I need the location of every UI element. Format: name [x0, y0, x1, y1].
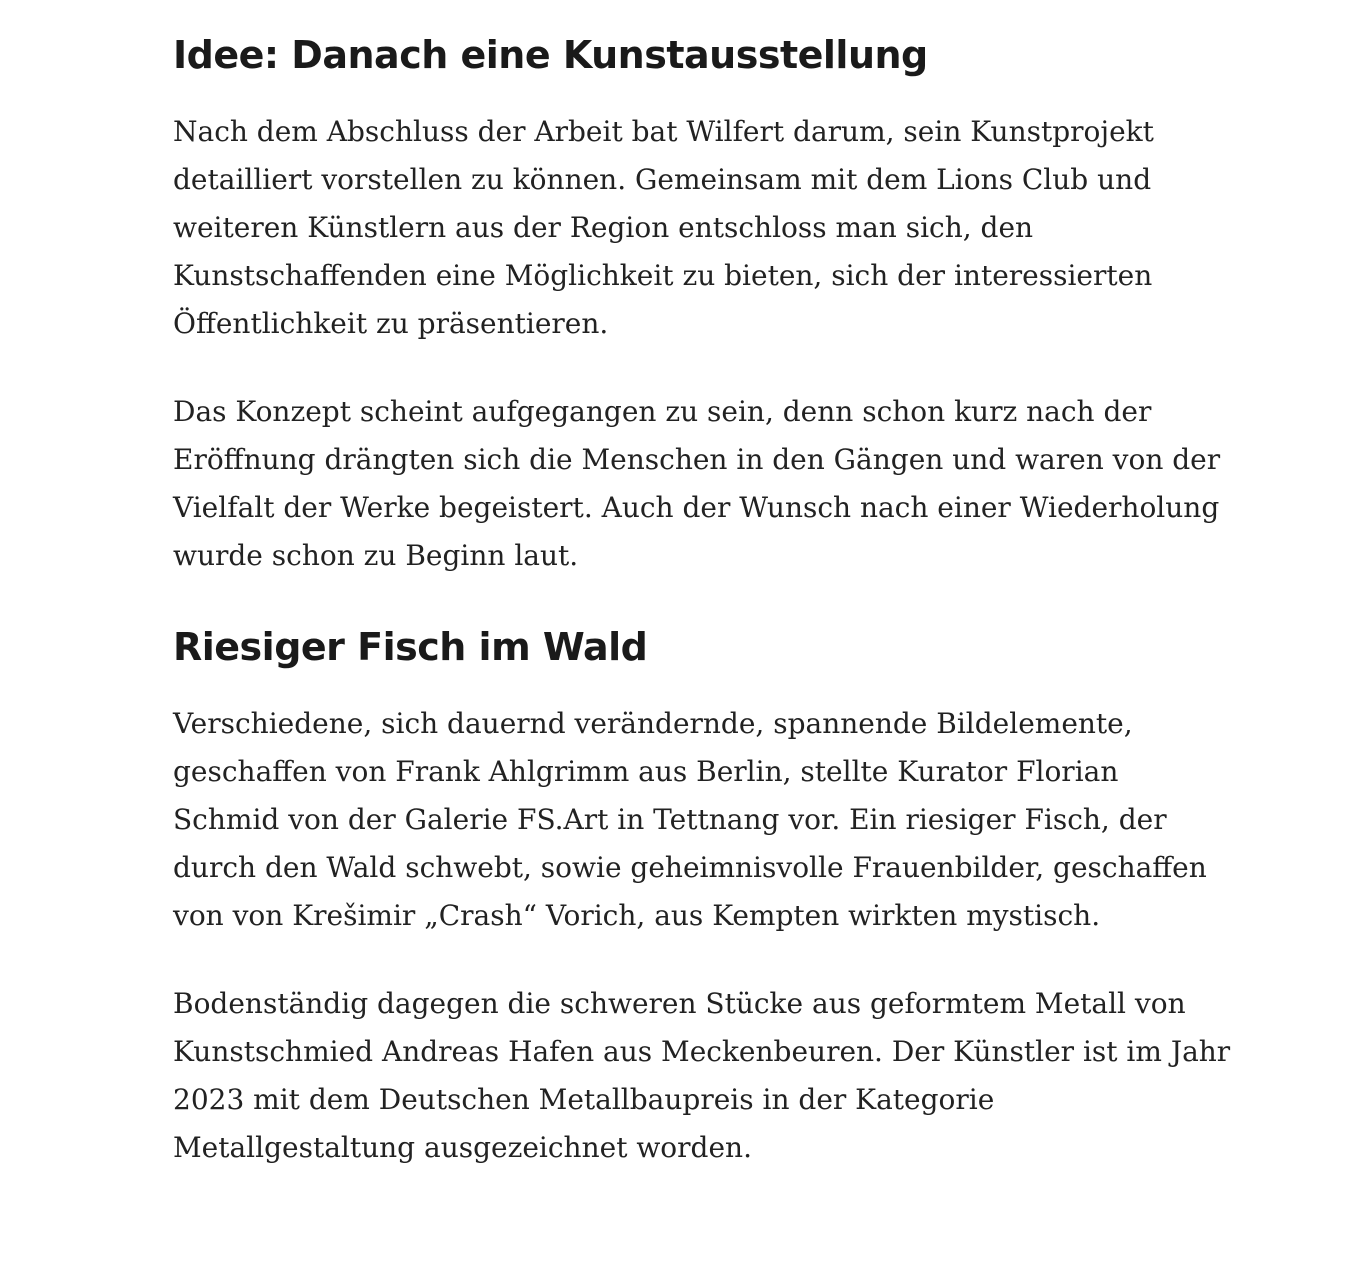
section-heading: Idee: Danach eine Kunstausstellung — [173, 33, 928, 77]
article-paragraph: Bodenständig dagegen die schweren Stücke aus geformtem Metall von Kunstschmied Andreas Hafen aus Meckenbeuren. Der Künstler ist im Jahr 2023 mit dem Deutschen Metallbaupreis in der Kategorie Metallgestaltung ausgezeichnet worden. — [173, 987, 1231, 1164]
article-section-fisch — [173, 620, 1233, 1172]
article-paragraph: Nach dem Abschluss der Arbeit bat Wilfert darum, sein Kunstprojekt detailliert vorstellen zu können. Gemeinsam mit dem Lions Club und weiteren Künstlern aus der Region entschloss man sich, den Kunstschaffenden eine Möglichkeit zu bieten, sich der interessierten Öffentlichkeit zu präsentieren. — [173, 115, 1154, 340]
article-body — [173, 28, 1233, 1212]
article-paragraph: Das Konzept scheint aufgegangen zu sein, denn schon kurz nach der Eröffnung drängten sich die Menschen in den Gängen und waren von der Vielfalt der Werke begeistert. Auch der Wunsch nach einer Wiederholung wurde schon zu Beginn laut. — [173, 395, 1221, 572]
section-heading: Riesiger Fisch im Wald — [173, 625, 648, 669]
article-section-idee — [173, 28, 1233, 580]
article-paragraph: Verschiedene, sich dauernd verändernde, spannende Bildelemente, geschaffen von Frank Ahlgrimm aus Berlin, stellte Kurator Florian Schmid von der Galerie FS.Art in Tettnang vor. Ein riesiger Fisch, der durch den Wald schwebt, sowie geheimnisvolle Frauenbilder, geschaffen von von Krešimir „Crash“ Vorich, aus Kempten wirkten mystisch. — [173, 707, 1207, 932]
